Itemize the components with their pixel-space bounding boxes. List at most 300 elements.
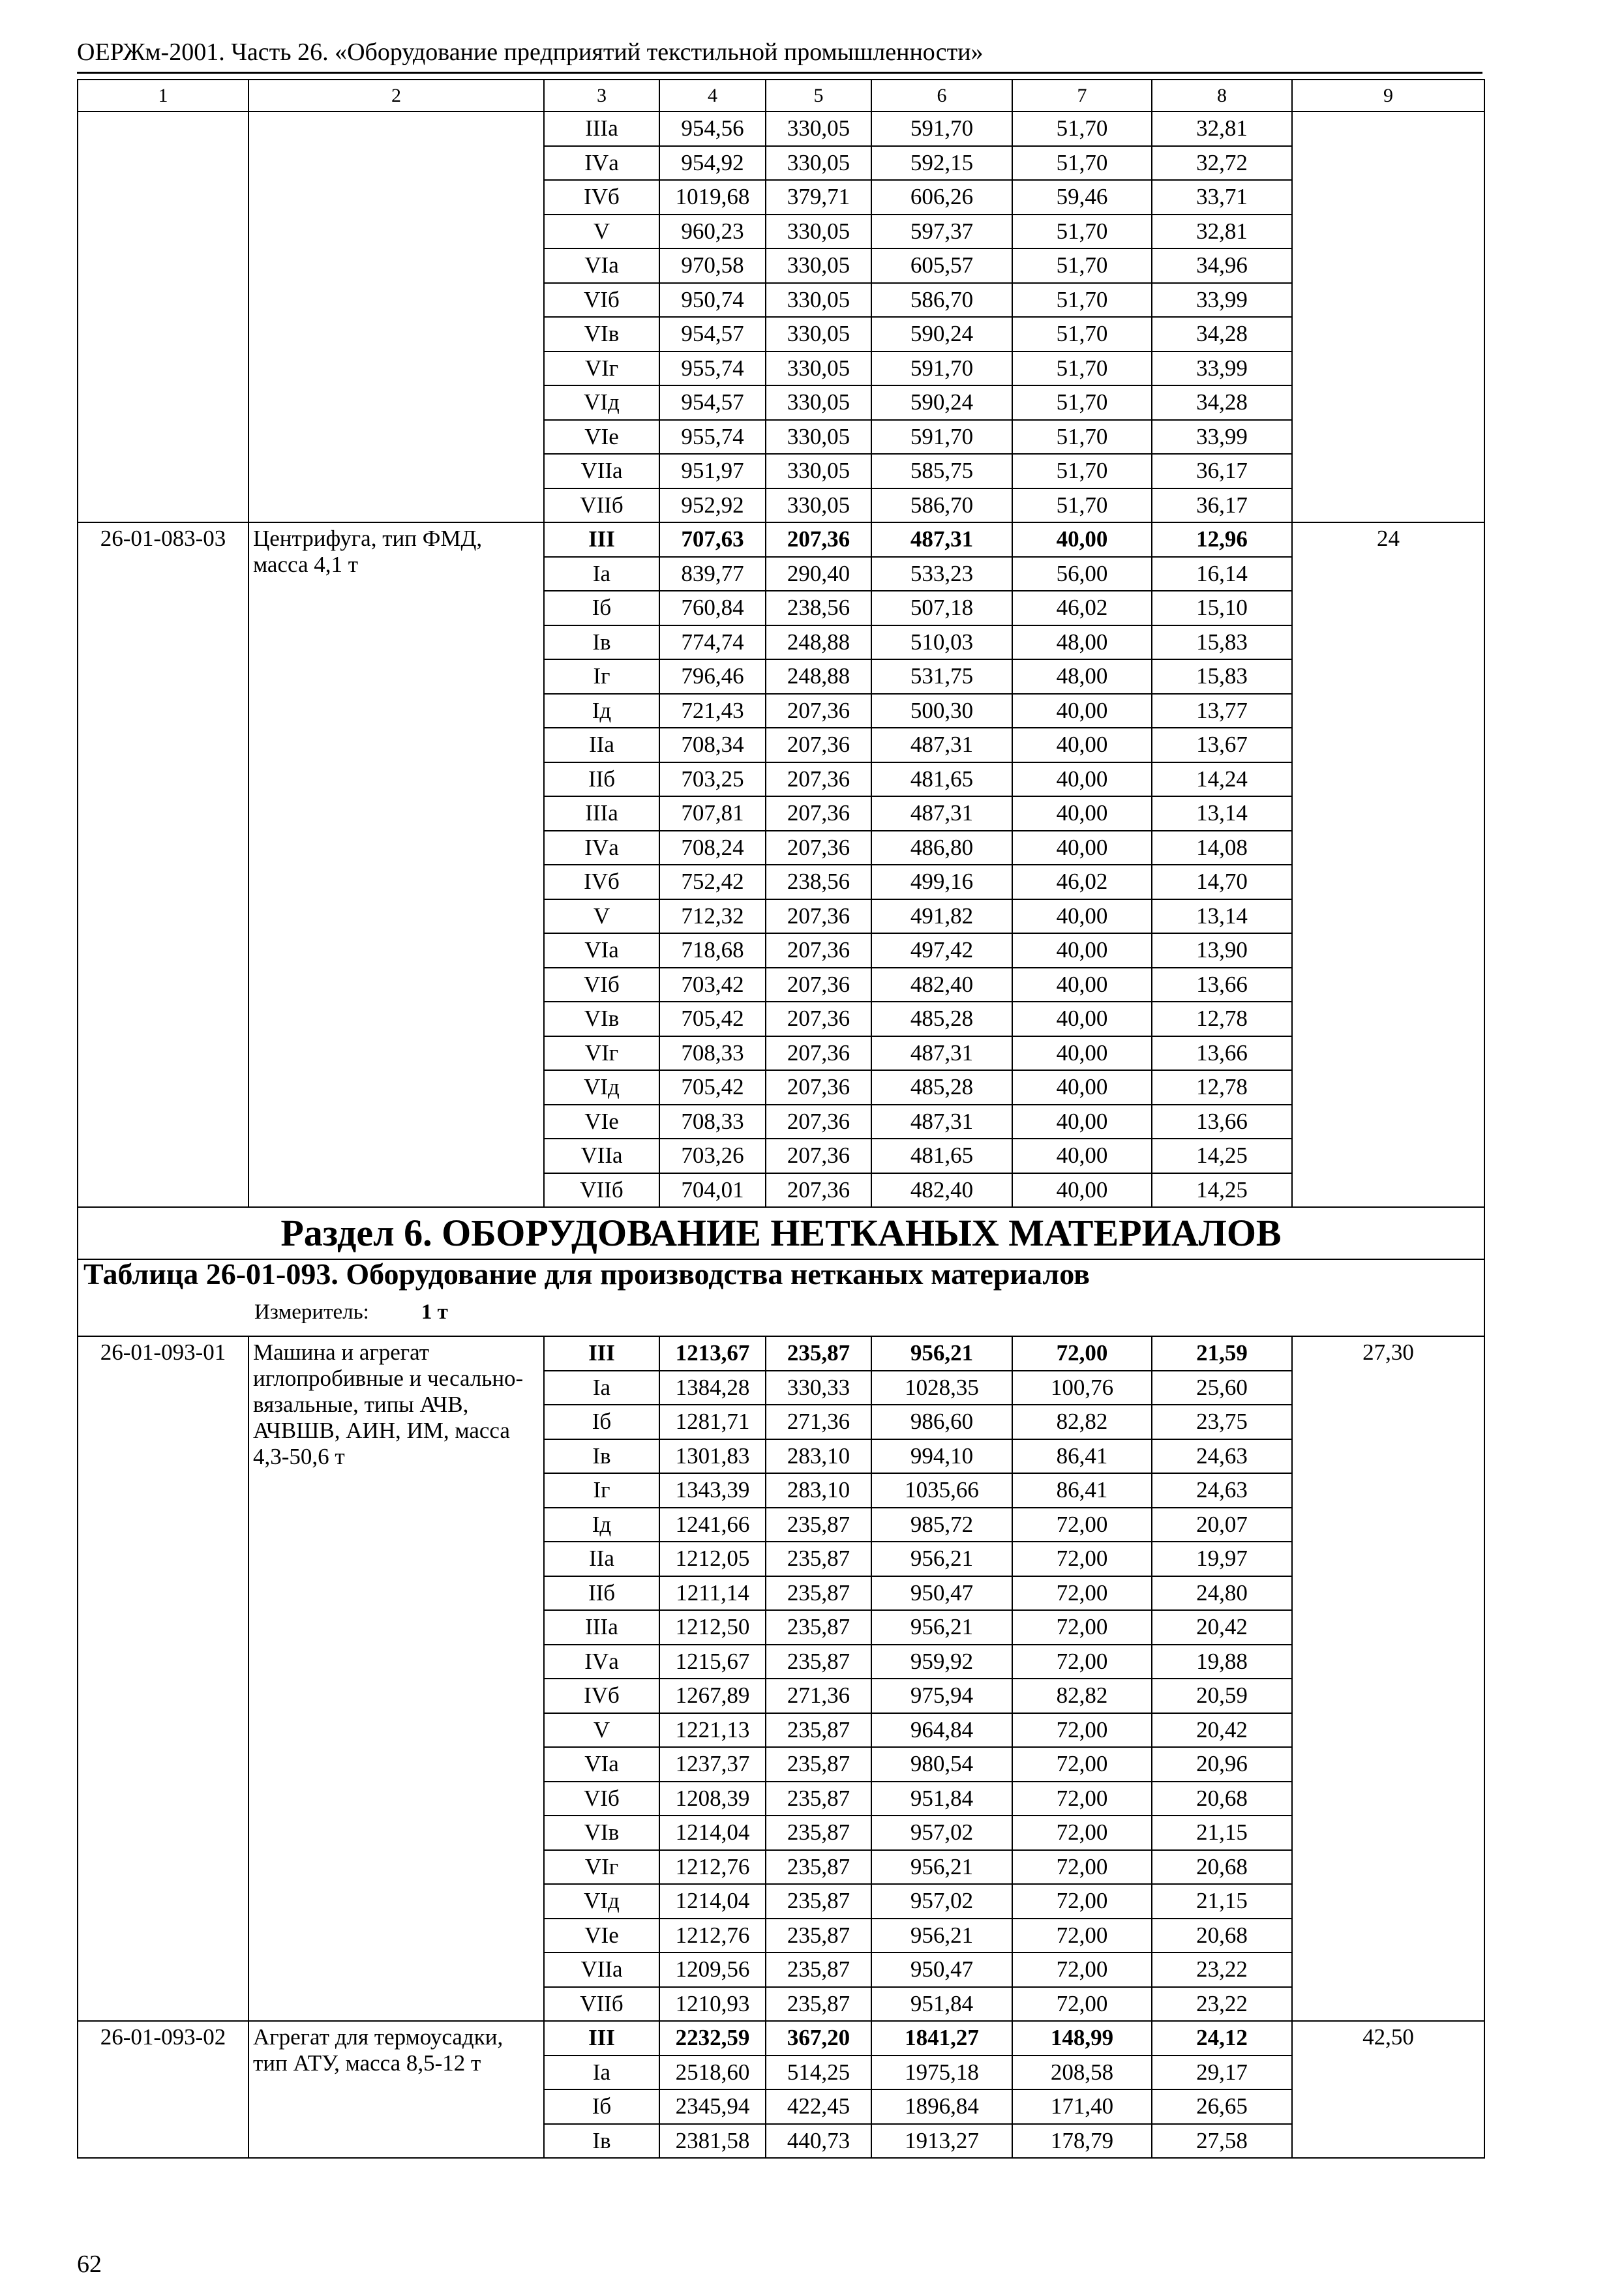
value-cell: 487,31 (871, 522, 1012, 557)
value-cell: 56,00 (1012, 557, 1152, 591)
value-cell: 2232,59 (659, 2021, 766, 2056)
value-cell: 14,24 (1152, 762, 1292, 797)
meter-label: Измеритель: (254, 1300, 369, 1324)
value-cell: 23,22 (1152, 1952, 1292, 1987)
value-cell: 34,28 (1152, 317, 1292, 352)
value-cell: 952,92 (659, 488, 766, 523)
value-cell: 24,12 (1152, 2021, 1292, 2056)
zone-cell: Iа (544, 2056, 659, 2090)
value-cell: 330,05 (766, 146, 871, 181)
value-cell: 712,32 (659, 899, 766, 934)
value-cell: 956,21 (871, 1542, 1012, 1576)
value-cell: 40,00 (1012, 1002, 1152, 1036)
value-cell: 14,25 (1152, 1173, 1292, 1208)
value-cell: 533,23 (871, 557, 1012, 591)
value-cell: 718,68 (659, 933, 766, 968)
value-cell: 606,26 (871, 180, 1012, 215)
zone-cell: IIб (544, 762, 659, 797)
zone-cell: Iа (544, 557, 659, 591)
zone-cell: V (544, 215, 659, 249)
value-cell: 960,23 (659, 215, 766, 249)
value-cell: 20,42 (1152, 1713, 1292, 1748)
value-cell: 207,36 (766, 1139, 871, 1173)
value-cell: 235,87 (766, 1713, 871, 1748)
value-cell: 46,02 (1012, 591, 1152, 625)
value-cell: 32,81 (1152, 112, 1292, 146)
zone-cell: VIг (544, 352, 659, 386)
value-cell: 955,74 (659, 352, 766, 386)
value-cell: 235,87 (766, 1850, 871, 1885)
value-cell: 36,17 (1152, 454, 1292, 488)
value-cell: 956,21 (871, 1610, 1012, 1645)
value-cell: 1301,83 (659, 1439, 766, 1474)
value-cell: 440,73 (766, 2124, 871, 2159)
value-cell: 1221,13 (659, 1713, 766, 1748)
column-number-row (78, 80, 1484, 112)
value-cell: 485,28 (871, 1070, 1012, 1105)
value-cell: 72,00 (1012, 1747, 1152, 1782)
value-cell: 207,36 (766, 694, 871, 728)
zone-cell: IVа (544, 1645, 659, 1679)
value-cell: 72,00 (1012, 1884, 1152, 1919)
value-cell: 957,02 (871, 1816, 1012, 1850)
value-cell: 86,41 (1012, 1439, 1152, 1474)
value-cell: 19,97 (1152, 1542, 1292, 1576)
value-cell: 585,75 (871, 454, 1012, 488)
value-cell: 597,37 (871, 215, 1012, 249)
value-cell: 40,00 (1012, 1139, 1152, 1173)
zone-cell: VIб (544, 1782, 659, 1816)
value-cell: 330,05 (766, 454, 871, 488)
value-cell: 951,84 (871, 1987, 1012, 2022)
value-cell: 235,87 (766, 1542, 871, 1576)
value-cell: 283,10 (766, 1439, 871, 1474)
table-title: Таблица 26-01-093. Оборудование для производства нетканых материалов (83, 1259, 1090, 1291)
value-cell: 422,45 (766, 2089, 871, 2124)
value-cell: 34,96 (1152, 248, 1292, 283)
value-cell: 24,63 (1152, 1473, 1292, 1508)
value-cell: 1212,05 (659, 1542, 766, 1576)
value-cell: 207,36 (766, 762, 871, 797)
value-cell: 14,08 (1152, 831, 1292, 865)
value-cell: 178,79 (1012, 2124, 1152, 2159)
value-cell: 72,00 (1012, 1576, 1152, 1611)
column-number: 5 (766, 80, 871, 112)
value-cell: 51,70 (1012, 283, 1152, 318)
table-title-cell (78, 1259, 1484, 1336)
value-cell: 207,36 (766, 796, 871, 831)
value-cell: 12,78 (1152, 1002, 1292, 1036)
value-cell: 40,00 (1012, 694, 1152, 728)
value-cell: 330,05 (766, 215, 871, 249)
value-cell: 235,87 (766, 1336, 871, 1371)
value-cell: 20,96 (1152, 1747, 1292, 1782)
value-cell: 1896,84 (871, 2089, 1012, 2124)
value-cell: 605,57 (871, 248, 1012, 283)
zone-cell: VIб (544, 283, 659, 318)
zone-cell: Iг (544, 1473, 659, 1508)
value-cell: 33,99 (1152, 420, 1292, 455)
value-cell: 796,46 (659, 659, 766, 694)
value-cell: 33,71 (1152, 180, 1292, 215)
value-cell: 482,40 (871, 968, 1012, 1002)
value-cell: 51,70 (1012, 352, 1152, 386)
value-cell: 531,75 (871, 659, 1012, 694)
zone-cell: IIа (544, 1542, 659, 1576)
value-cell: 954,92 (659, 146, 766, 181)
value-cell: 1211,14 (659, 1576, 766, 1611)
value-cell: 721,43 (659, 694, 766, 728)
value-cell: 330,05 (766, 420, 871, 455)
zone-cell: Iб (544, 591, 659, 625)
zone-cell: VIIб (544, 1173, 659, 1208)
running-header: ОЕРЖм-2001. Часть 26. «Оборудование предприятий текстильной промышленности» (77, 38, 984, 66)
item-col9: 42,50 (1292, 2021, 1484, 2158)
zone-cell: IVа (544, 146, 659, 181)
value-cell: 235,87 (766, 1987, 871, 2022)
value-cell: 46,02 (1012, 865, 1152, 899)
value-cell: 13,90 (1152, 933, 1292, 968)
item-col9: 27,30 (1292, 1336, 1484, 2021)
value-cell: 591,70 (871, 352, 1012, 386)
value-cell: 330,05 (766, 248, 871, 283)
zone-cell: VIа (544, 248, 659, 283)
value-cell: 950,47 (871, 1576, 1012, 1611)
column-number: 9 (1292, 80, 1484, 112)
value-cell: 956,21 (871, 1850, 1012, 1885)
value-cell: 72,00 (1012, 1610, 1152, 1645)
value-cell: 171,40 (1012, 2089, 1152, 2124)
zone-cell: VIд (544, 385, 659, 420)
value-cell: 1384,28 (659, 1371, 766, 1405)
value-cell: 497,42 (871, 933, 1012, 968)
column-number: 1 (78, 80, 248, 112)
zone-cell: Iб (544, 2089, 659, 2124)
value-cell: 13,67 (1152, 728, 1292, 762)
value-cell: 482,40 (871, 1173, 1012, 1208)
value-cell: 40,00 (1012, 899, 1152, 934)
code-cell (78, 112, 248, 522)
value-cell: 994,10 (871, 1439, 1012, 1474)
value-cell: 13,66 (1152, 968, 1292, 1002)
value-cell: 485,28 (871, 1002, 1012, 1036)
value-cell: 1209,56 (659, 1952, 766, 1987)
value-cell: 708,33 (659, 1036, 766, 1071)
value-cell: 586,70 (871, 283, 1012, 318)
value-cell: 23,22 (1152, 1987, 1292, 2022)
table-row (78, 112, 1484, 146)
value-cell: 774,74 (659, 625, 766, 660)
zone-cell: IIIа (544, 1610, 659, 1645)
value-cell: 703,26 (659, 1139, 766, 1173)
value-cell: 72,00 (1012, 1850, 1152, 1885)
value-cell: 1281,71 (659, 1405, 766, 1439)
zone-cell: IVа (544, 831, 659, 865)
value-cell: 40,00 (1012, 796, 1152, 831)
value-cell: 1213,67 (659, 1336, 766, 1371)
value-cell: 986,60 (871, 1405, 1012, 1439)
value-cell: 48,00 (1012, 625, 1152, 660)
value-cell: 40,00 (1012, 933, 1152, 968)
value-cell: 207,36 (766, 933, 871, 968)
value-cell: 15,83 (1152, 625, 1292, 660)
zone-cell: IIа (544, 728, 659, 762)
column-number: 4 (659, 80, 766, 112)
value-cell: 20,68 (1152, 1919, 1292, 1953)
value-cell: 951,97 (659, 454, 766, 488)
value-cell: 40,00 (1012, 1105, 1152, 1139)
value-cell: 1212,76 (659, 1919, 766, 1953)
value-cell: 235,87 (766, 1816, 871, 1850)
value-cell: 207,36 (766, 1070, 871, 1105)
value-cell: 1214,04 (659, 1816, 766, 1850)
value-cell: 592,15 (871, 146, 1012, 181)
value-cell: 510,03 (871, 625, 1012, 660)
value-cell: 86,41 (1012, 1473, 1152, 1508)
value-cell: 207,36 (766, 728, 871, 762)
value-cell: 51,70 (1012, 420, 1152, 455)
value-cell: 72,00 (1012, 1508, 1152, 1542)
zone-cell: Iб (544, 1405, 659, 1439)
value-cell: 708,34 (659, 728, 766, 762)
value-cell: 20,42 (1152, 1610, 1292, 1645)
zone-cell: V (544, 1713, 659, 1748)
value-cell: 957,02 (871, 1884, 1012, 1919)
meter-line (254, 1299, 448, 1325)
zone-cell: III (544, 522, 659, 557)
zone-cell: Iв (544, 625, 659, 660)
meter-value: 1 т (421, 1300, 448, 1324)
col9-cell (1292, 112, 1484, 522)
value-cell: 499,16 (871, 865, 1012, 899)
value-cell: 40,00 (1012, 762, 1152, 797)
value-cell: 235,87 (766, 1645, 871, 1679)
zone-cell: Iд (544, 694, 659, 728)
value-cell: 24,80 (1152, 1576, 1292, 1611)
value-cell: 40,00 (1012, 831, 1152, 865)
value-cell: 271,36 (766, 1679, 871, 1713)
value-cell: 955,74 (659, 420, 766, 455)
name-cell (248, 112, 544, 522)
value-cell: 13,14 (1152, 796, 1292, 831)
value-cell: 954,57 (659, 385, 766, 420)
zone-cell: III (544, 1336, 659, 1371)
column-number: 7 (1012, 80, 1152, 112)
value-cell: 1214,04 (659, 1884, 766, 1919)
value-cell: 25,60 (1152, 1371, 1292, 1405)
value-cell: 367,20 (766, 2021, 871, 2056)
value-cell: 72,00 (1012, 1542, 1152, 1576)
value-cell: 13,66 (1152, 1105, 1292, 1139)
value-cell: 1343,39 (659, 1473, 766, 1508)
value-cell: 27,58 (1152, 2124, 1292, 2159)
value-cell: 235,87 (766, 1952, 871, 1987)
value-cell: 330,05 (766, 385, 871, 420)
value-cell: 29,17 (1152, 2056, 1292, 2090)
value-cell: 207,36 (766, 1105, 871, 1139)
item-code: 26-01-093-01 (78, 1336, 248, 2021)
value-cell: 20,68 (1152, 1782, 1292, 1816)
value-cell: 705,42 (659, 1070, 766, 1105)
value-cell: 235,87 (766, 1508, 871, 1542)
header-rule (77, 72, 1482, 74)
zone-cell: III (544, 2021, 659, 2056)
value-cell: 235,87 (766, 1610, 871, 1645)
value-cell: 16,14 (1152, 557, 1292, 591)
value-cell: 40,00 (1012, 1036, 1152, 1071)
value-cell: 51,70 (1012, 385, 1152, 420)
value-cell: 964,84 (871, 1713, 1012, 1748)
value-cell: 1212,76 (659, 1850, 766, 1885)
zone-cell: VIIб (544, 1987, 659, 2022)
item-name: Центрифуга, тип ФМД, масса 4,1 т (248, 522, 544, 1207)
zone-cell: VIе (544, 1105, 659, 1139)
value-cell: 207,36 (766, 1002, 871, 1036)
value-cell: 1019,68 (659, 180, 766, 215)
value-cell: 271,36 (766, 1405, 871, 1439)
zone-cell: IVб (544, 1679, 659, 1713)
value-cell: 40,00 (1012, 522, 1152, 557)
value-cell: 40,00 (1012, 728, 1152, 762)
value-cell: 207,36 (766, 1036, 871, 1071)
zone-cell: VIIб (544, 488, 659, 523)
value-cell: 330,05 (766, 488, 871, 523)
value-cell: 21,15 (1152, 1884, 1292, 1919)
value-cell: 2381,58 (659, 2124, 766, 2159)
value-cell: 950,47 (871, 1952, 1012, 1987)
value-cell: 950,74 (659, 283, 766, 318)
zone-cell: IIIа (544, 112, 659, 146)
value-cell: 32,81 (1152, 215, 1292, 249)
zone-cell: VIе (544, 420, 659, 455)
value-cell: 1215,67 (659, 1645, 766, 1679)
value-cell: 379,71 (766, 180, 871, 215)
rates-table (77, 79, 1485, 2159)
value-cell: 481,65 (871, 762, 1012, 797)
table-row (78, 2021, 1484, 2056)
value-cell: 40,00 (1012, 968, 1152, 1002)
value-cell: 985,72 (871, 1508, 1012, 1542)
zone-cell: VIIа (544, 1139, 659, 1173)
zone-cell: Iв (544, 1439, 659, 1474)
page-number: 62 (77, 2251, 102, 2278)
value-cell: 51,70 (1012, 454, 1152, 488)
value-cell: 591,70 (871, 420, 1012, 455)
value-cell: 51,70 (1012, 112, 1152, 146)
zone-cell: VIв (544, 317, 659, 352)
value-cell: 330,05 (766, 112, 871, 146)
value-cell: 12,96 (1152, 522, 1292, 557)
value-cell: 208,58 (1012, 2056, 1152, 2090)
item-col9: 24 (1292, 522, 1484, 1207)
value-cell: 14,70 (1152, 865, 1292, 899)
value-cell: 2345,94 (659, 2089, 766, 2124)
value-cell: 24,63 (1152, 1439, 1292, 1474)
item-name: Машина и агрегат иглопробивные и чесально-вязальные, типы АЧВ, АЧВШВ, АИН, ИМ, масса 4,3-50,6 т (248, 1336, 544, 2021)
zone-cell: VIд (544, 1070, 659, 1105)
value-cell: 20,59 (1152, 1679, 1292, 1713)
value-cell: 491,82 (871, 899, 1012, 934)
value-cell: 590,24 (871, 317, 1012, 352)
value-cell: 956,21 (871, 1919, 1012, 1953)
value-cell: 235,87 (766, 1919, 871, 1953)
zone-cell: Iг (544, 659, 659, 694)
value-cell: 12,78 (1152, 1070, 1292, 1105)
value-cell: 72,00 (1012, 1987, 1152, 2022)
value-cell: 72,00 (1012, 1336, 1152, 1371)
item-name: Агрегат для термоусадки, тип АТУ, масса 8,5-12 т (248, 2021, 544, 2158)
value-cell: 970,58 (659, 248, 766, 283)
zone-cell: IVб (544, 865, 659, 899)
value-cell: 487,31 (871, 728, 1012, 762)
value-cell: 19,88 (1152, 1645, 1292, 1679)
section-title: Раздел 6. ОБОРУДОВАНИЕ НЕТКАНЫХ МАТЕРИАЛОВ (78, 1207, 1484, 1259)
value-cell: 283,10 (766, 1473, 871, 1508)
value-cell: 15,10 (1152, 591, 1292, 625)
value-cell: 13,77 (1152, 694, 1292, 728)
value-cell: 21,59 (1152, 1336, 1292, 1371)
value-cell: 330,05 (766, 317, 871, 352)
zone-cell: IIб (544, 1576, 659, 1611)
value-cell: 959,92 (871, 1645, 1012, 1679)
value-cell: 34,28 (1152, 385, 1292, 420)
value-cell: 40,00 (1012, 1173, 1152, 1208)
value-cell: 1841,27 (871, 2021, 1012, 2056)
value-cell: 32,72 (1152, 146, 1292, 181)
value-cell: 487,31 (871, 796, 1012, 831)
value-cell: 33,99 (1152, 352, 1292, 386)
section-row (78, 1207, 1484, 1259)
zone-cell: VIг (544, 1036, 659, 1071)
zone-cell: VIв (544, 1816, 659, 1850)
value-cell: 1913,27 (871, 2124, 1012, 2159)
value-cell: 980,54 (871, 1747, 1012, 1782)
column-number: 6 (871, 80, 1012, 112)
value-cell: 148,99 (1012, 2021, 1152, 2056)
value-cell: 330,05 (766, 283, 871, 318)
value-cell: 36,17 (1152, 488, 1292, 523)
value-cell: 591,70 (871, 112, 1012, 146)
value-cell: 51,70 (1012, 215, 1152, 249)
value-cell: 590,24 (871, 385, 1012, 420)
zone-cell: Iв (544, 2124, 659, 2159)
value-cell: 48,00 (1012, 659, 1152, 694)
zone-cell: VIв (544, 1002, 659, 1036)
value-cell: 207,36 (766, 831, 871, 865)
value-cell: 1210,93 (659, 1987, 766, 2022)
value-cell: 954,57 (659, 317, 766, 352)
value-cell: 21,15 (1152, 1816, 1292, 1850)
value-cell: 13,66 (1152, 1036, 1292, 1071)
value-cell: 956,21 (871, 1336, 1012, 1371)
value-cell: 514,25 (766, 2056, 871, 2090)
value-cell: 51,70 (1012, 146, 1152, 181)
value-cell: 235,87 (766, 1782, 871, 1816)
zone-cell: VIг (544, 1850, 659, 1885)
value-cell: 40,00 (1012, 1070, 1152, 1105)
zone-cell: VIIа (544, 1952, 659, 1987)
value-cell: 975,94 (871, 1679, 1012, 1713)
value-cell: 13,14 (1152, 899, 1292, 934)
value-cell: 33,99 (1152, 283, 1292, 318)
zone-cell: V (544, 899, 659, 934)
value-cell: 708,33 (659, 1105, 766, 1139)
value-cell: 586,70 (871, 488, 1012, 523)
column-number: 2 (248, 80, 544, 112)
value-cell: 72,00 (1012, 1816, 1152, 1850)
zone-cell: IIIа (544, 796, 659, 831)
value-cell: 72,00 (1012, 1782, 1152, 1816)
